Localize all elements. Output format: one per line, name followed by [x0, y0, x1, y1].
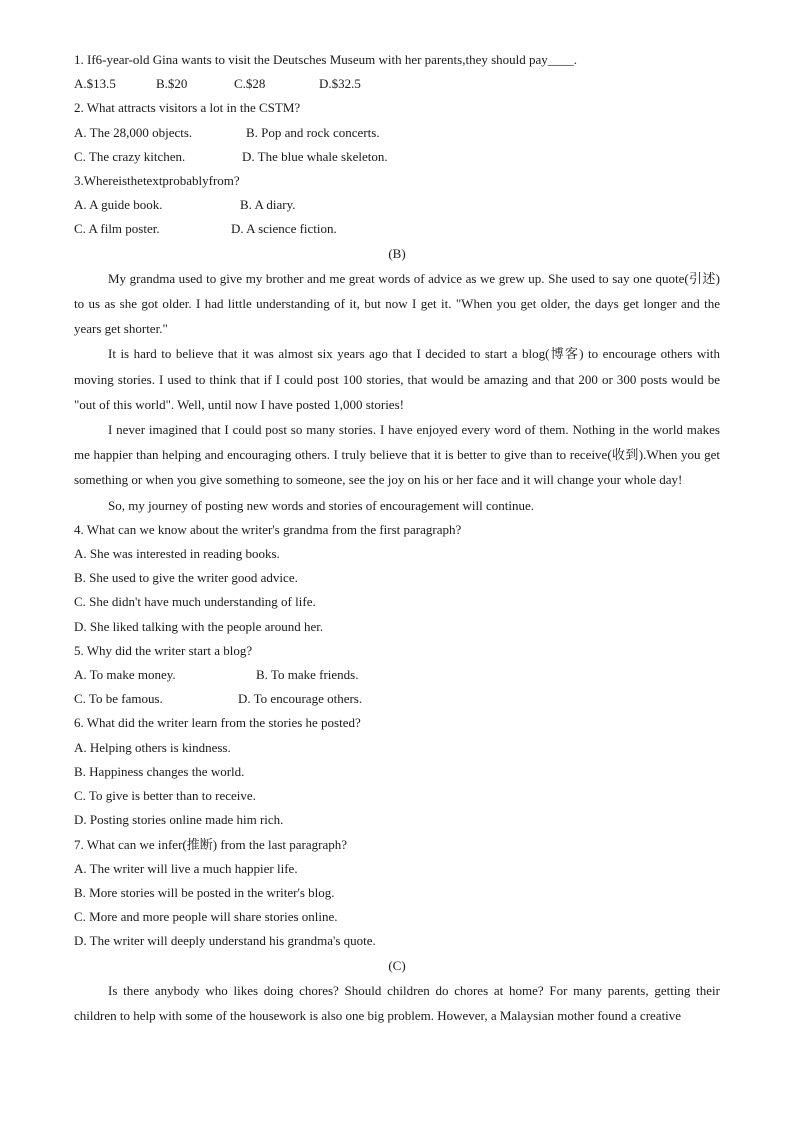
question-2: 2. What attracts visitors a lot in the CSTM? [74, 100, 301, 116]
question-6: 6. What did the writer learn from the stories he posted? [74, 715, 361, 731]
passage-c-paragraph-1: Is there anybody who likes doing chores? Should children do chores at home? For many parents, getting their children to help with some of the housework is also one big problem. However, a Malaysian mother found a creative [74, 982, 720, 1023]
worksheet-page [74, 48, 720, 1028]
option-d: D.$32.5 [319, 76, 361, 92]
option-c: C. To give is better than to receive. [74, 788, 256, 804]
option-a: A. To make money. [74, 667, 176, 683]
option-b: B. She used to give the writer good advice. [74, 570, 298, 586]
question-3: 3.Whereisthetextprobablyfrom? [74, 173, 240, 189]
option-c: C.$28 [234, 76, 266, 92]
option-a: A.$13.5 [74, 76, 116, 92]
question-1: 1. If6-year-old Gina wants to visit the Deutsches Museum with her parents,they should pay____. [74, 52, 578, 67]
option-c: C. She didn't have much understanding of life. [74, 594, 316, 610]
option-d: D. To encourage others. [238, 691, 363, 707]
section-c-heading: (C) [388, 957, 406, 973]
question-7: 7. What can we infer(推断) from the last paragraph? [74, 836, 348, 852]
option-a: A. A guide book. [74, 197, 163, 213]
question-2-options-ab [74, 121, 720, 145]
question-3-options-cd [74, 217, 720, 241]
question-5-options-cd [74, 687, 720, 711]
option-a: A. She was interested in reading books. [74, 546, 280, 562]
option-b: B. More stories will be posted in the writer's blog. [74, 884, 335, 900]
passage-b-paragraph-1: My grandma used to give my brother and me great words of advice as we grew up. She used to say one quote(引述) to us as she got older. I had little understanding of it, but now I get it. "When you get older, the days get longer and the years get shorter." [74, 270, 720, 337]
option-a: A. The writer will live a much happier life. [74, 860, 298, 876]
option-a: A. Helping others is kindness. [74, 739, 231, 755]
passage-b-paragraph-3: I never imagined that I could post so many stories. I have enjoyed every word of them. Nothing in the world makes me happier than helping and encouraging others. I truly believe that it is better to give than to receive(收到).When you get something or when you give something to someone, see the joy on his or her face and it will change your whole day! [74, 422, 720, 488]
option-d: D. She liked talking with the people around her. [74, 618, 324, 634]
question-1-options [74, 72, 720, 96]
option-b: B. A diary. [240, 197, 296, 213]
option-b: B. Pop and rock concerts. [246, 124, 380, 140]
option-c: C. A film poster. [74, 221, 160, 237]
option-d: D. The blue whale skeleton. [242, 148, 388, 164]
option-b: B. To make friends. [256, 667, 359, 683]
passage-b-paragraph-2: It is hard to believe that it was almost six years ago that I decided to start a blog(博客) to encourage others with moving stories. I used to think that if I could post 100 stories, that would be amazing and that 200 or 300 posts would be "out of this world". Well, until now I have posted 1,000 stories! [74, 346, 720, 412]
question-5: 5. Why did the writer start a blog? [74, 642, 253, 658]
option-c: C. More and more people will share stories online. [74, 909, 338, 925]
passage-b-paragraph-4: So, my journey of posting new words and stories of encouragement will continue. [108, 497, 535, 513]
option-b: B. Happiness changes the world. [74, 763, 245, 779]
option-d: D. Posting stories online made him rich. [74, 812, 284, 828]
option-c: C. The crazy kitchen. [74, 148, 186, 164]
option-a: A. The 28,000 objects. [74, 124, 193, 140]
question-3-options-ab [74, 193, 720, 217]
question-4: 4. What can we know about the writer's grandma from the first paragraph? [74, 521, 462, 537]
option-c: C. To be famous. [74, 691, 163, 707]
section-b-heading: (B) [388, 245, 406, 261]
option-b: B.$20 [156, 76, 188, 92]
question-2-options-cd [74, 145, 720, 169]
option-d: D. The writer will deeply understand his grandma's quote. [74, 933, 376, 949]
question-5-options-ab [74, 663, 720, 687]
option-d: D. A science fiction. [231, 221, 337, 237]
